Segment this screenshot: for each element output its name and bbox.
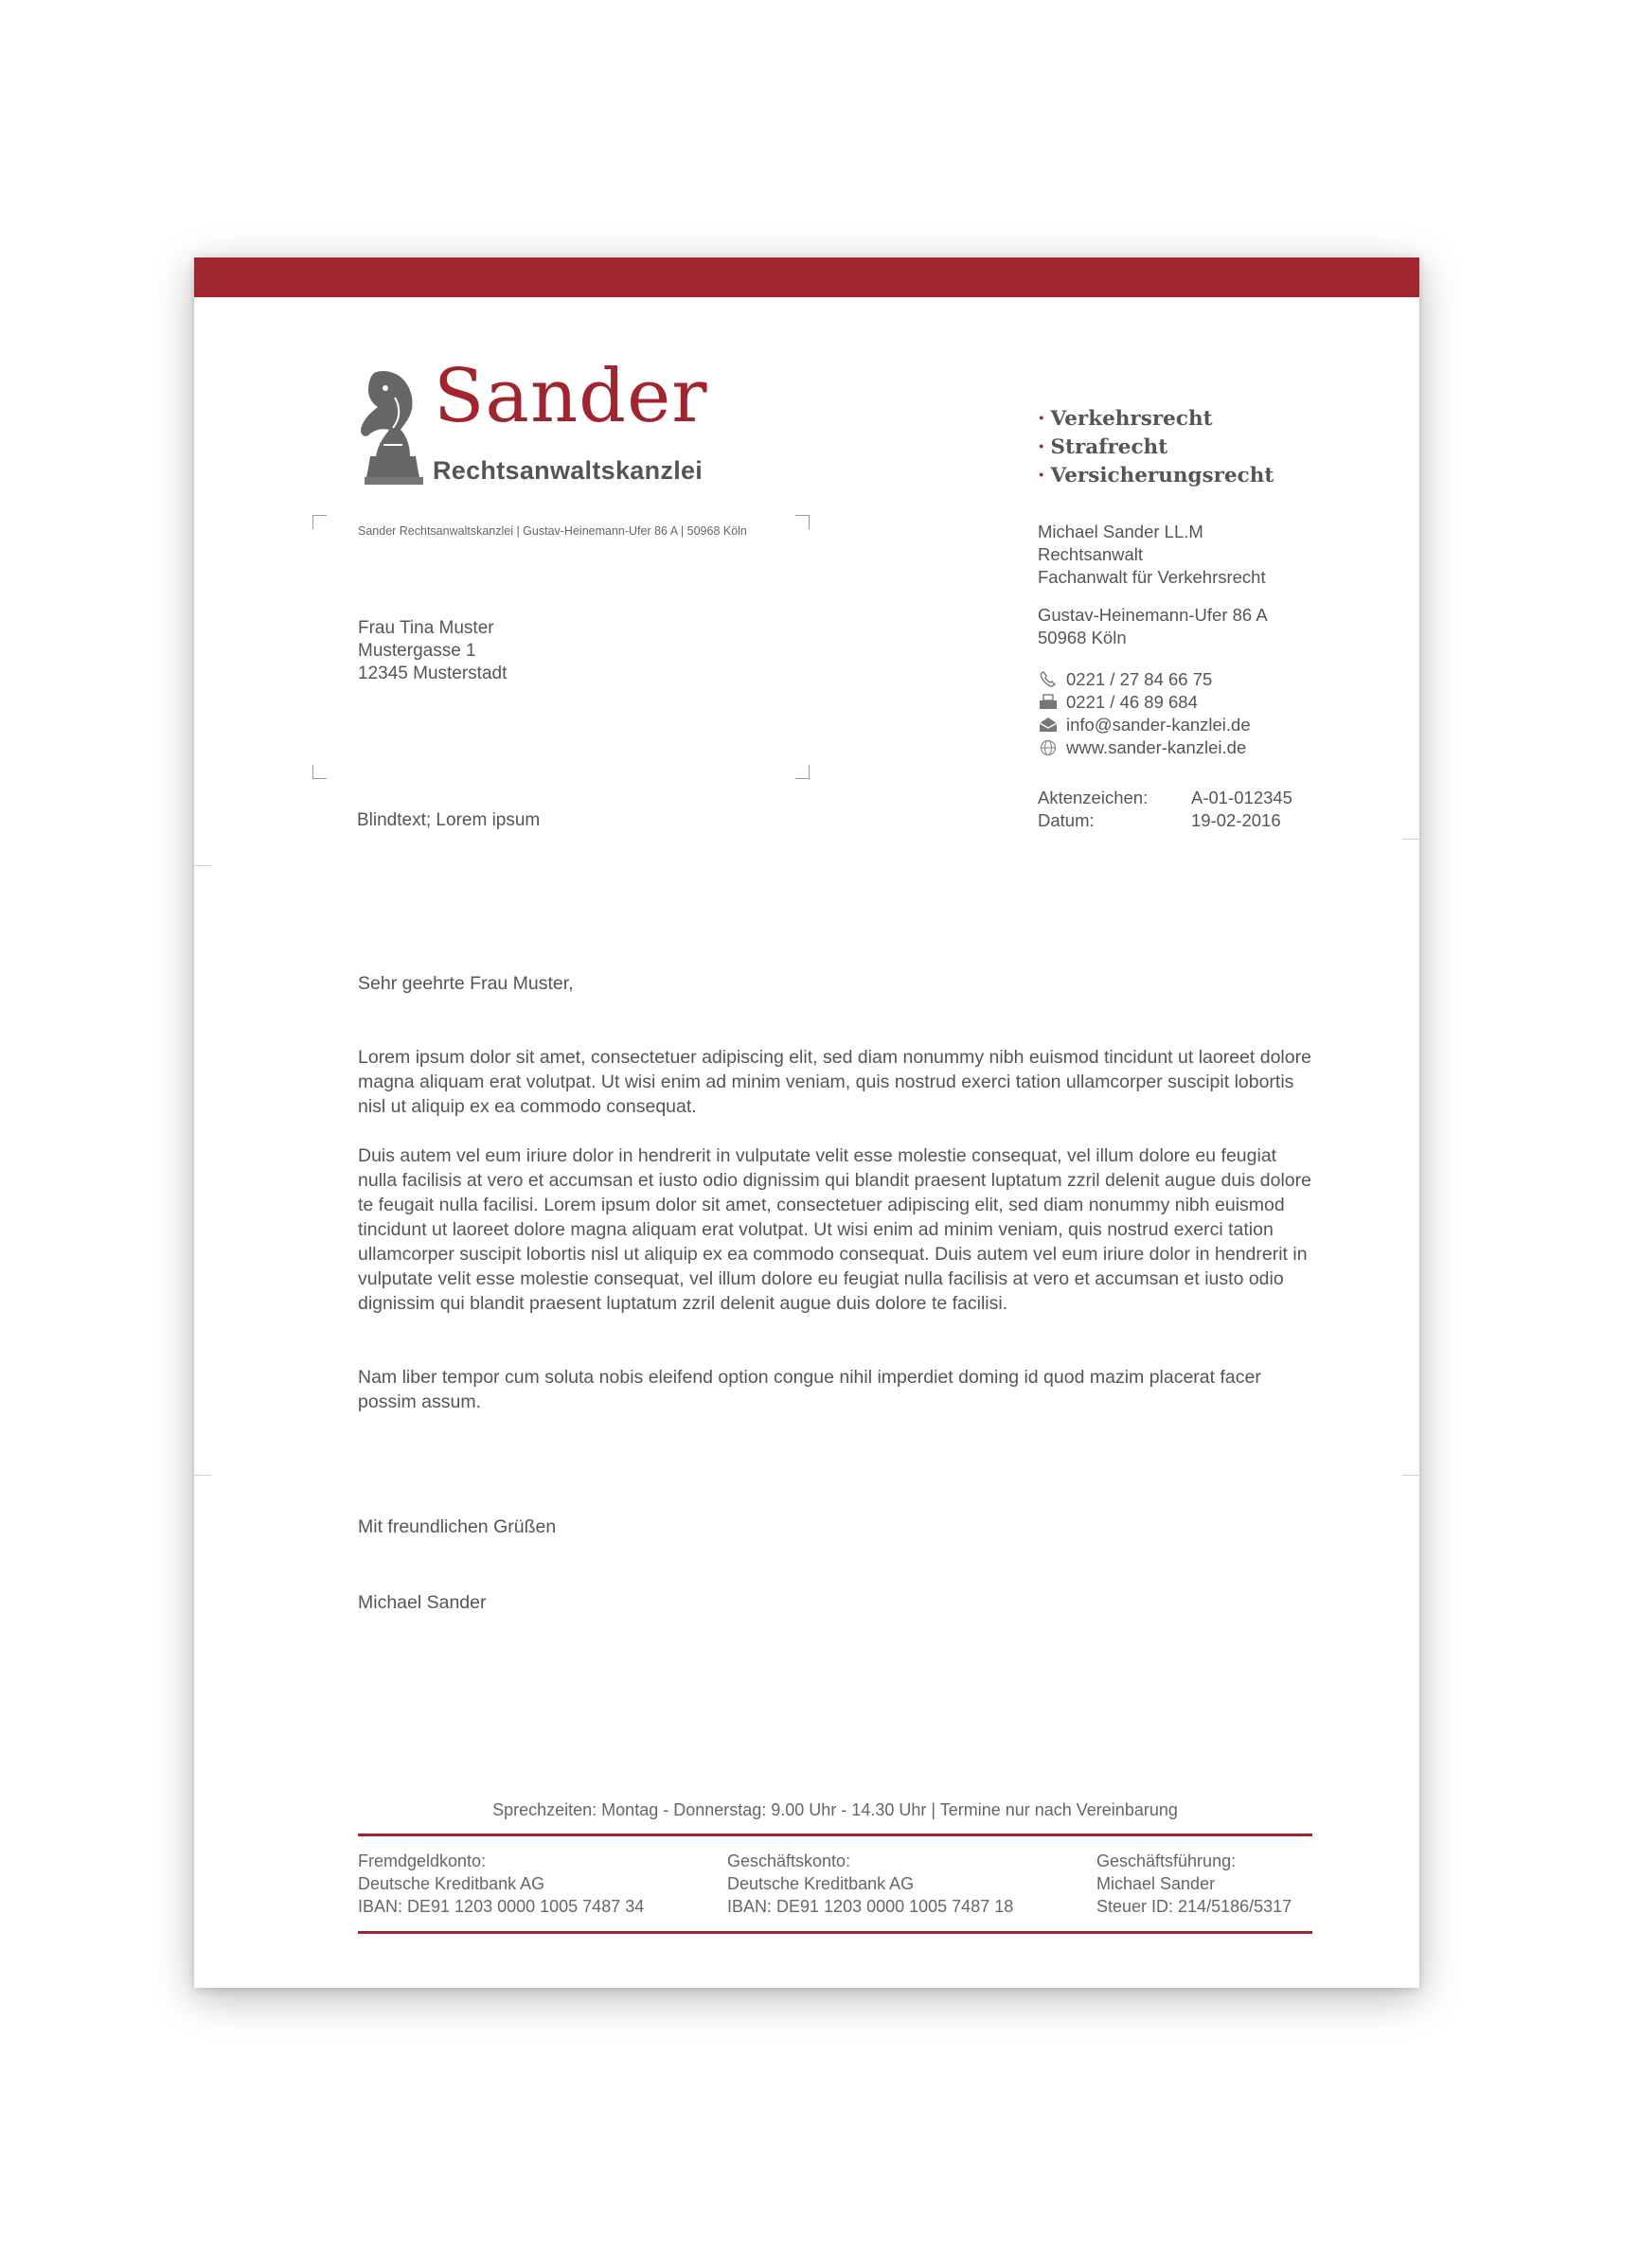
contact-website: www.sander-kanzlei.de — [1038, 736, 1251, 759]
recipient-name: Frau Tina Muster — [358, 618, 494, 638]
recipient-street: Mustergasse 1 — [358, 641, 476, 661]
practice-area: · Verkehrsrecht — [1038, 407, 1213, 431]
letterhead-page — [194, 257, 1419, 1988]
closing: Mit freundlichen Grüßen — [358, 1516, 557, 1537]
salutation: Sehr geehrte Frau Muster, — [358, 973, 574, 994]
footer-business-account: Geschäftskonto: Deutsche Kreditbank AG IBAN: DE91 1203 0000 1005 7487 18 — [727, 1852, 1014, 1916]
contact-phone: 0221 / 27 84 66 75 — [1038, 668, 1251, 691]
mail-icon — [1038, 717, 1059, 734]
practice-area: · Strafrecht — [1038, 435, 1168, 459]
window-mark-top-right — [795, 515, 810, 529]
file-number-row: Aktenzeichen: A-01-012345 — [1038, 788, 1292, 807]
chess-knight-icon — [357, 369, 433, 485]
office-address — [1038, 604, 1268, 649]
lawyer-name: Michael Sander LL.M — [1038, 522, 1203, 541]
address-city: 50968 Köln — [1038, 628, 1127, 647]
recipient-city: 12345 Musterstadt — [358, 664, 508, 683]
office-hours: Sprechzeiten: Montag - Donnerstag: 9.00 Uhr - 14.30 Uhr | Termine nur nach Vereinbarung — [492, 1800, 1178, 1819]
practice-areas — [1038, 405, 1274, 490]
lawyer-title: Rechtsanwalt — [1038, 544, 1144, 564]
body-paragraph: Lorem ipsum dolor sit amet, consectetuer adipiscing elit, sed diam nonummy nibh euismod tincidunt ut laoreet dolore magna aliquam erat volutpat. Ut wisi enim ad minim veniam, quis nostrud exerci tation ullamcorper suscipit lobortis nisl ut aliquip ex ea commodo consequat. — [358, 1047, 1311, 1117]
body-paragraph: Nam liber tempor cum soluta nobis eleifend option congue nihil imperdiet doming id quod mazim placerat facer possim assum. — [358, 1367, 1261, 1412]
signature: Michael Sander — [358, 1592, 487, 1613]
fold-mark — [1402, 1475, 1419, 1476]
contact-email: info@sander-kanzlei.de — [1038, 714, 1251, 736]
recipient-address — [358, 617, 507, 685]
brand-name: Sander — [434, 354, 708, 439]
sender-return-address: Sander Rechtsanwaltskanzlei | Gustav-Heinemann-Ufer 86 A | 50968 Köln — [358, 524, 747, 538]
footer-management: Geschäftsführung: Michael Sander Steuer ID: 214/5186/5317 — [1096, 1852, 1292, 1916]
window-mark-bottom-left — [312, 765, 327, 779]
globe-icon — [1038, 739, 1059, 756]
footer-rule-top — [358, 1834, 1312, 1836]
body-paragraph: Duis autem vel eum iriure dolor in hendrerit in vulputate velit esse molestie consequat, vel illum dolore eu feugiat nulla facilisis at vero et accumsan et iusto odio dignissim qui blandit praesent luptatum zzril delenit augue duis dolore te feugait nulla facilisi. Lorem ipsum dolor sit amet, consectetuer adipiscing elit, sed diam nonummy nibh euismod tincidunt ut laoreet dolore magna aliquam erat volutpat. Ut wisi enim ad minim veniam, quis nostrud exerci tation ullamcorper suscipit lobortis nisl ut aliquip ex ea commodo consequat. Duis autem vel eum iriure dolor in hendrerit in vulputate velit esse molestie consequat, vel illum dolore eu feugiat nulla facilisis at vero et accumsan et iusto odio dignissim qui blandit praesent luptatum zzril delenit augue duis dolore te facilisi. — [358, 1145, 1311, 1314]
fold-mark — [1402, 839, 1419, 840]
phone-icon — [1038, 671, 1059, 688]
contact-fax: 0221 / 46 89 684 — [1038, 691, 1251, 714]
fold-mark — [194, 1475, 211, 1476]
top-accent-bar — [194, 257, 1419, 297]
address-street: Gustav-Heinemann-Ufer 86 A — [1038, 605, 1268, 625]
brand-subtitle: Rechtsanwaltskanzlei — [433, 456, 704, 485]
date-row: Datum: 19-02-2016 — [1038, 810, 1281, 830]
fax-icon — [1038, 694, 1059, 711]
subject-line: Blindtext; Lorem ipsum — [357, 810, 541, 830]
window-mark-bottom-right — [795, 765, 810, 779]
footer-rule-bottom — [358, 1931, 1312, 1934]
practice-area: · Versicherungsrecht — [1038, 464, 1274, 487]
lawyer-specialty: Fachanwalt für Verkehrsrecht — [1038, 567, 1266, 587]
lawyer-info — [1038, 521, 1266, 589]
fold-mark — [194, 865, 211, 866]
window-mark-top-left — [312, 515, 327, 529]
reference-block — [1038, 787, 1292, 832]
footer-trust-account: Fremdgeldkonto: Deutsche Kreditbank AG IBAN: DE91 1203 0000 1005 7487 34 — [358, 1852, 645, 1916]
contact-list — [1038, 668, 1251, 759]
